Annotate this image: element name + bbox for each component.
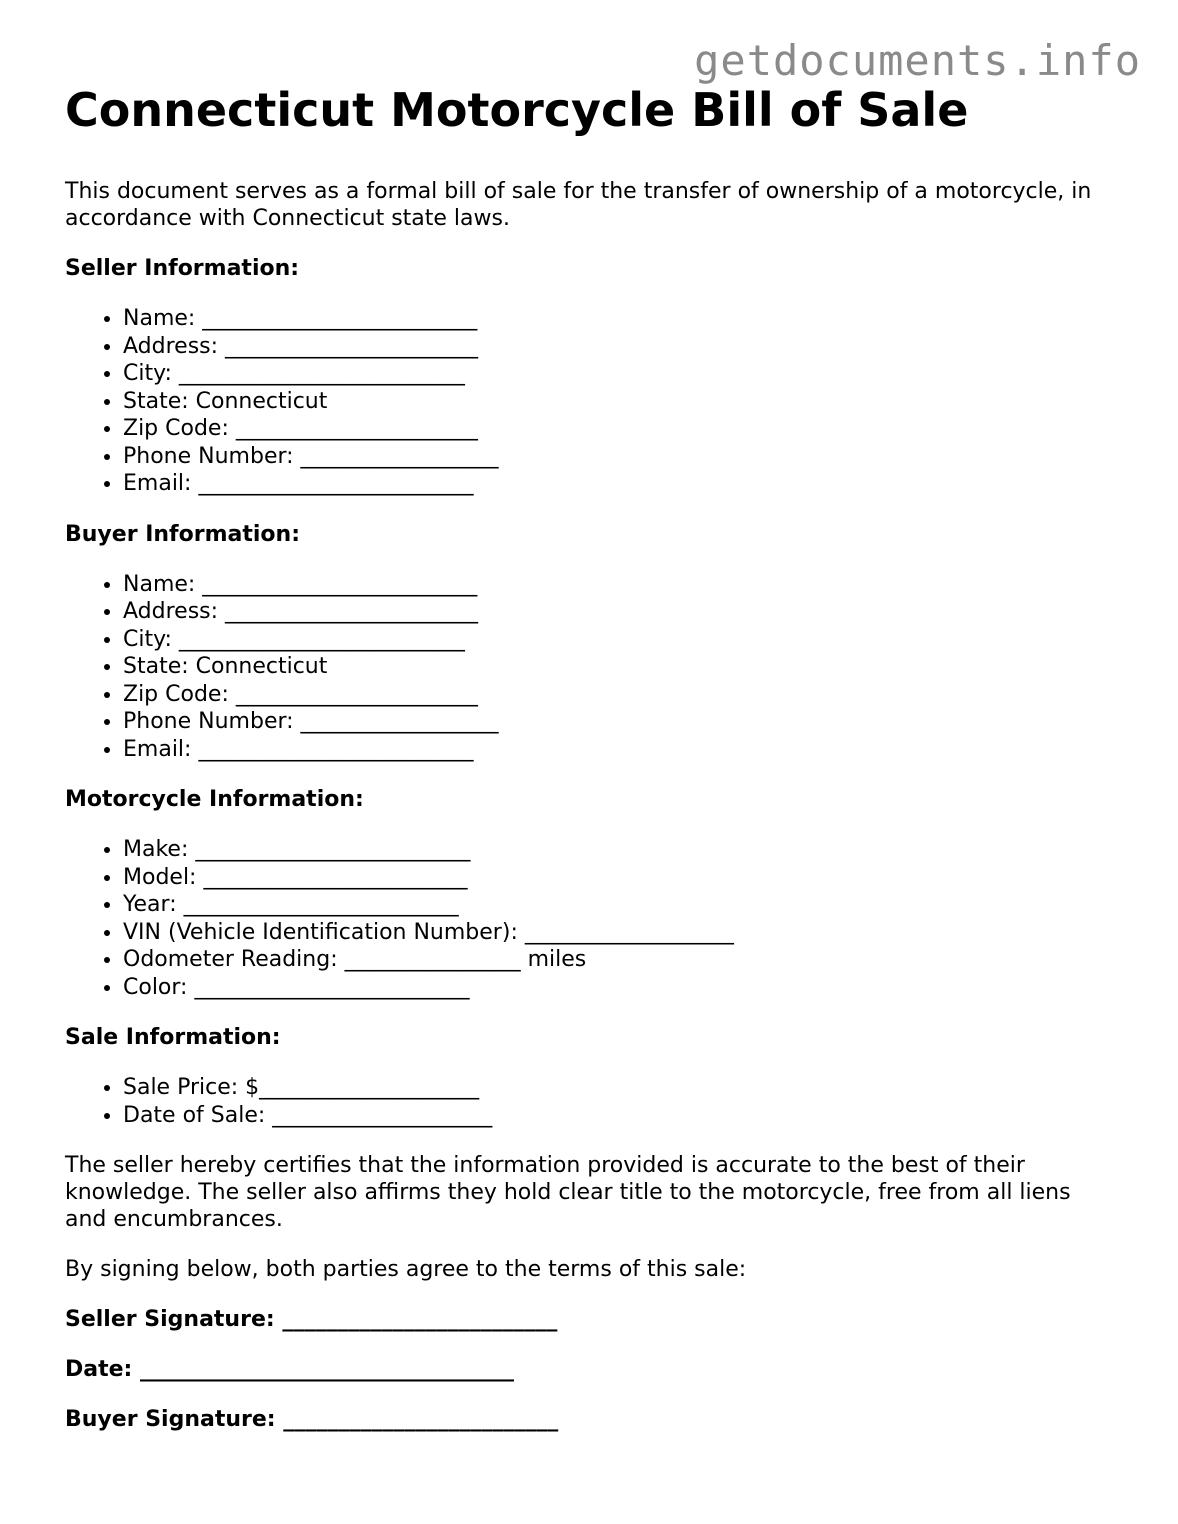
- certification-paragraph: The seller hereby certifies that the information provided is accurate to the best of their knowledge. The seller also affirms they hold clear title to the motorcycle, free from all liens and encumbrances.: [65, 1153, 1071, 1232]
- agreement-paragraph: By signing below, both parties agree to the terms of this sale:: [65, 1257, 747, 1282]
- motorcycle-odometer-field: • Odometer Reading: ________________ miles: [123, 946, 1115, 974]
- motorcycle-info-list: [65, 836, 1115, 1001]
- seller-phone-field: • Phone Number: __________________: [123, 443, 1115, 471]
- buyer-email-field: • Email: _________________________: [123, 736, 1115, 764]
- buyer-info-list: [65, 571, 1115, 764]
- seller-section-heading: Seller Information:: [65, 256, 300, 281]
- motorcycle-color-field: • Color: _________________________: [123, 974, 1115, 1002]
- seller-info-list: [65, 305, 1115, 498]
- document-page: [65, 82, 1115, 1456]
- buyer-signature-line: Buyer Signature: _________________________: [65, 1407, 559, 1432]
- sale-date-field: • Date of Sale: ____________________: [123, 1102, 1115, 1130]
- buyer-address-field: • Address: _______________________: [123, 598, 1115, 626]
- motorcycle-make-field: • Make: _________________________: [123, 836, 1115, 864]
- motorcycle-year-field: • Year: _________________________: [123, 891, 1115, 919]
- motorcycle-section-heading: Motorcycle Information:: [65, 787, 364, 812]
- sale-price-field: • Sale Price: $____________________: [123, 1074, 1115, 1102]
- intro-paragraph: This document serves as a formal bill of sale for the transfer of ownership of a motorcycle, in accordance with Connecticut state laws.: [65, 179, 1092, 231]
- buyer-state-field: • State: Connecticut: [123, 653, 1115, 681]
- buyer-name-field: • Name: _________________________: [123, 571, 1115, 599]
- seller-state-field: • State: Connecticut: [123, 388, 1115, 416]
- seller-email-field: • Email: _________________________: [123, 470, 1115, 498]
- signature-date-line: Date: __________________________________: [65, 1357, 515, 1382]
- watermark: getdocuments.info: [694, 36, 1141, 85]
- buyer-section-heading: Buyer Information:: [65, 521, 300, 547]
- seller-signature-line: Seller Signature: _________________________: [65, 1307, 558, 1332]
- seller-address-field: • Address: _______________________: [123, 333, 1115, 361]
- sale-info-list: [65, 1074, 1115, 1129]
- seller-name-field: • Name: _________________________: [123, 305, 1115, 333]
- document-title: Connecticut Motorcycle Bill of Sale: [65, 83, 969, 137]
- seller-city-field: • City: __________________________: [123, 360, 1115, 388]
- motorcycle-model-field: • Model: ________________________: [123, 864, 1115, 892]
- buyer-zip-field: • Zip Code: ______________________: [123, 681, 1115, 709]
- buyer-phone-field: • Phone Number: __________________: [123, 708, 1115, 736]
- sale-section-heading: Sale Information:: [65, 1025, 281, 1050]
- motorcycle-vin-field: • VIN (Vehicle Identification Number): ___________________: [123, 919, 1115, 947]
- seller-zip-field: • Zip Code: ______________________: [123, 415, 1115, 443]
- buyer-city-field: • City: __________________________: [123, 626, 1115, 654]
